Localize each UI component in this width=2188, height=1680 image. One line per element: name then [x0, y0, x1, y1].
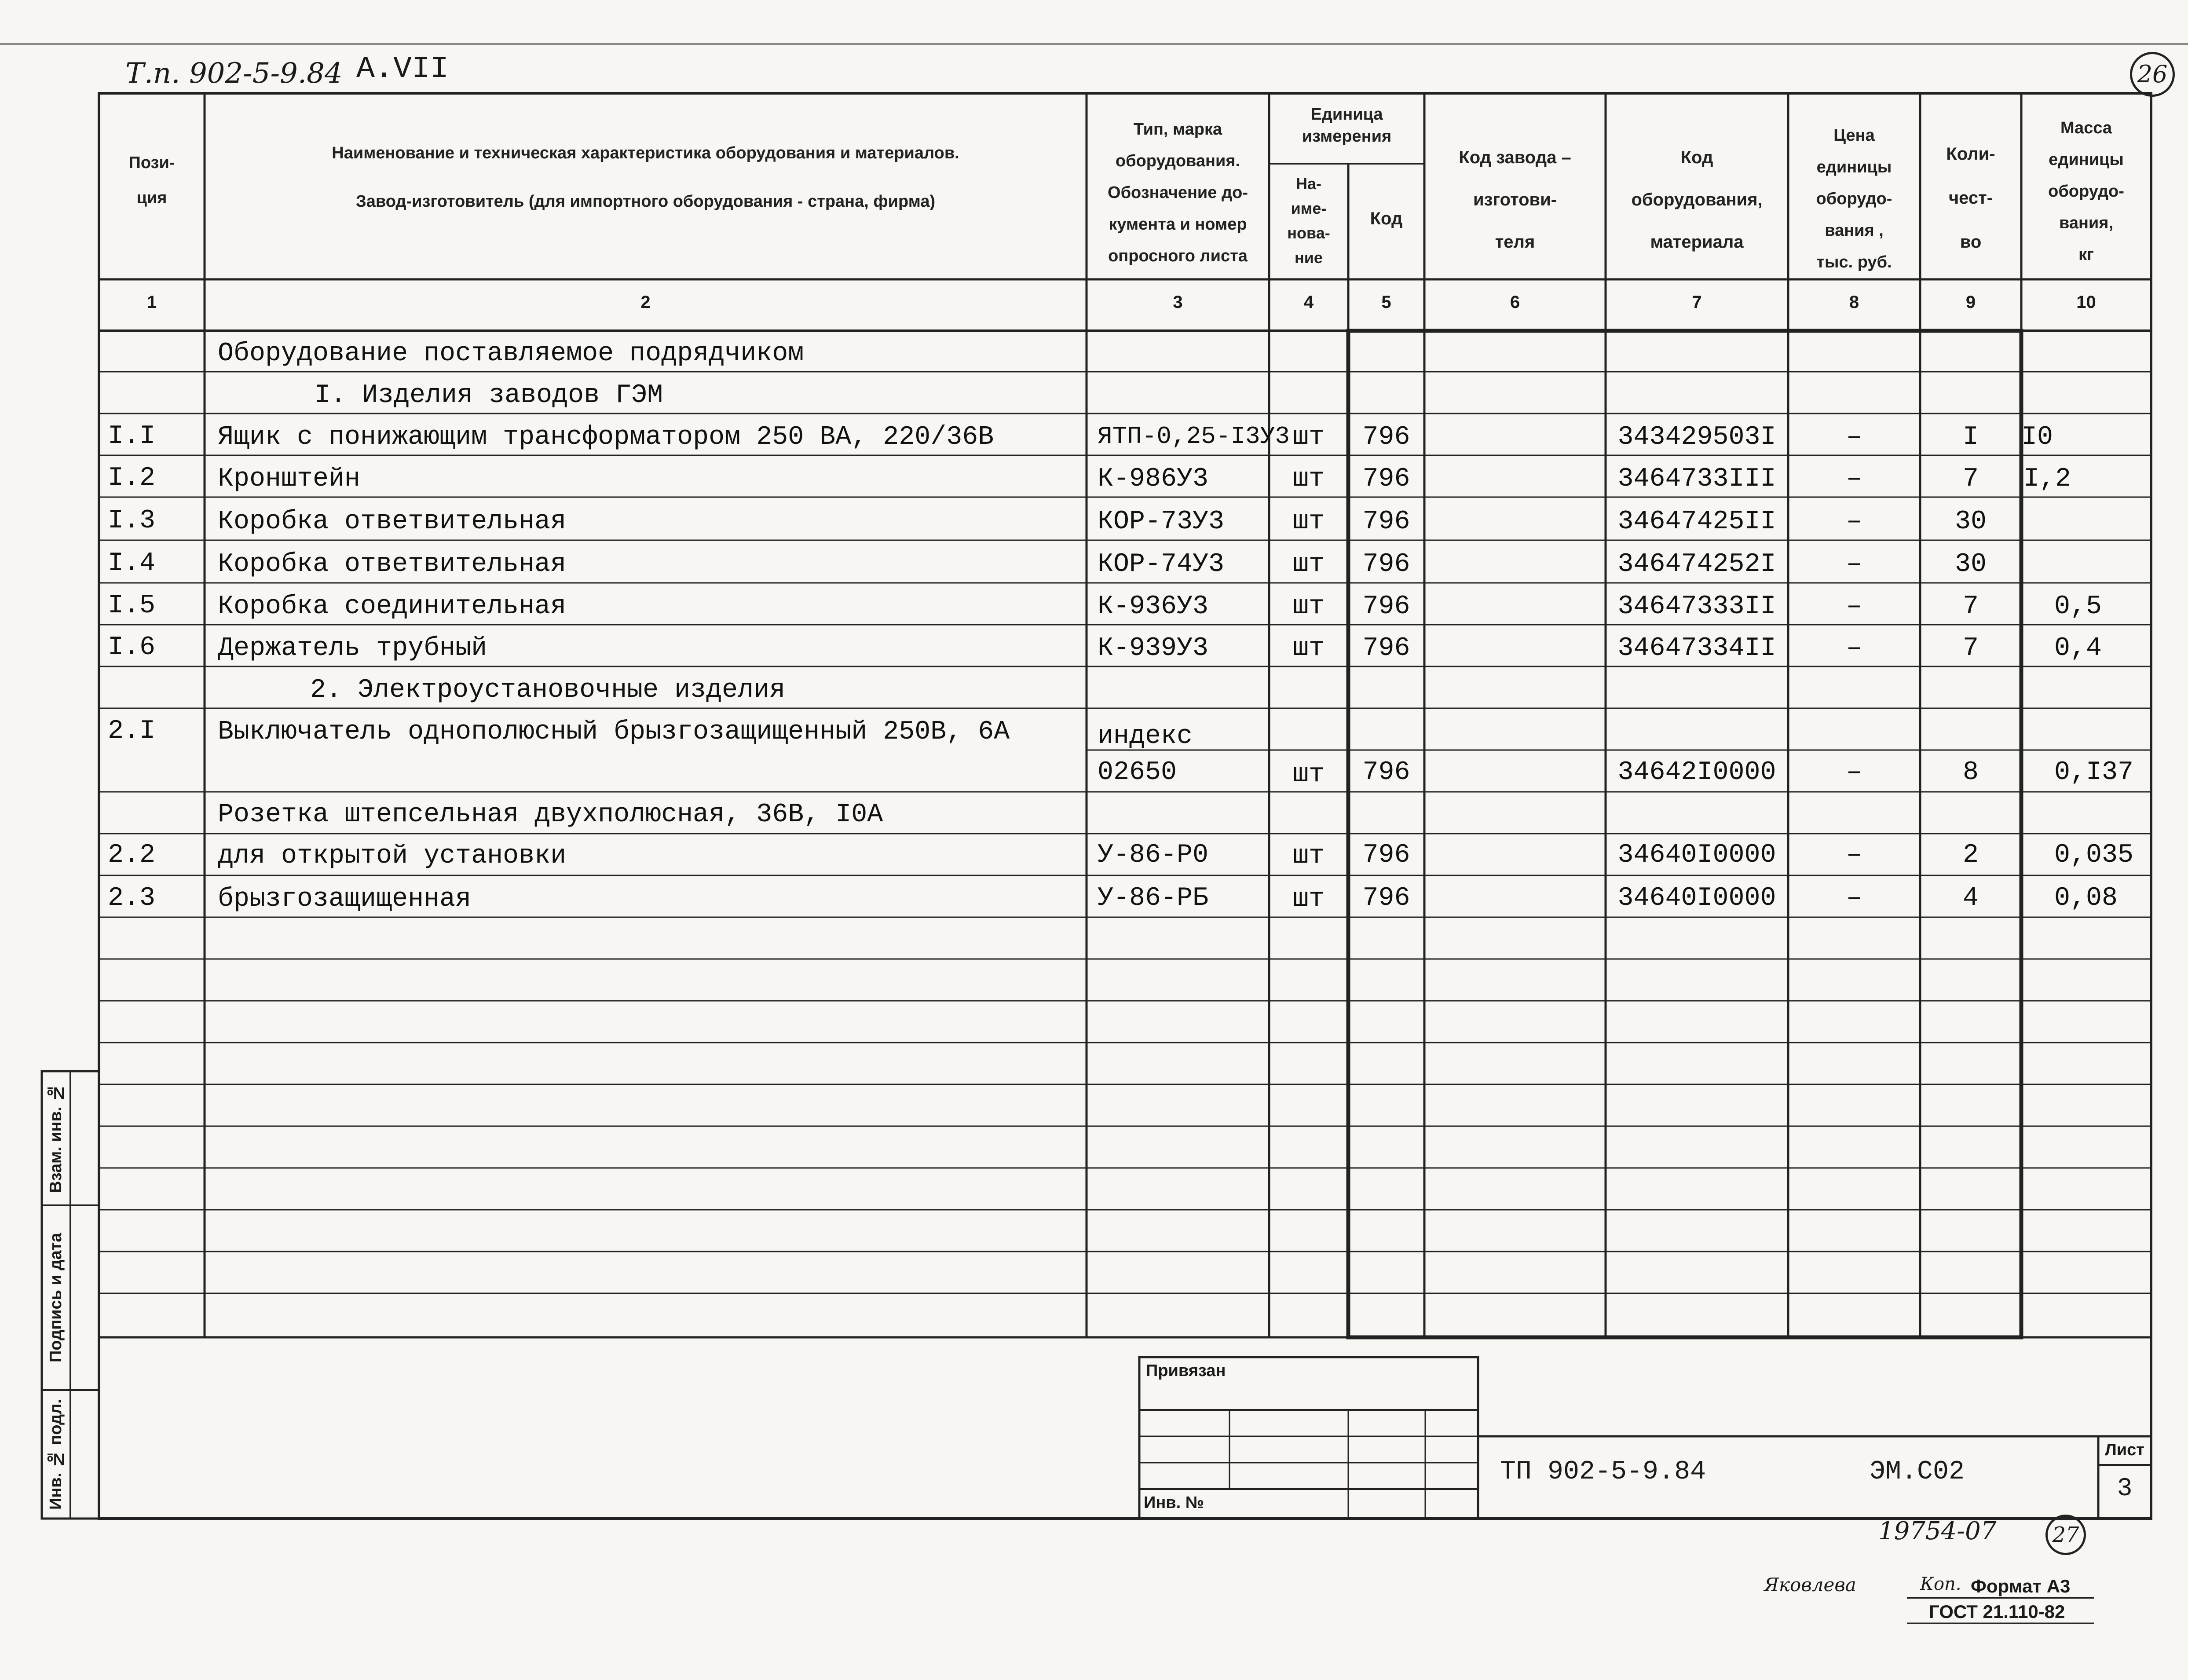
row-7-qty: 7 [1962, 633, 1979, 663]
col-number-2: 2 [640, 293, 651, 312]
row-5-type: КОР-74У3 [1098, 549, 1225, 579]
header-type: Тип, марка оборудования. Обозначение до- кумента и номер опросного листа [1108, 120, 1248, 265]
col-number-1: 1 [146, 293, 157, 312]
row-3-name: Кронштейн [218, 464, 361, 494]
row-9-type: индекс [1098, 721, 1193, 751]
row-7-mass: 0,4 [2054, 633, 2102, 663]
row-6-type: К-936У3 [1098, 592, 1209, 622]
row-4-name: Коробка ответвительная [218, 507, 567, 537]
row-2-type: ЯТП-0,25-I3У3 [1098, 422, 1290, 450]
list-number: 3 [2117, 1475, 2133, 1503]
row-4-type: КОР-73У3 [1098, 507, 1225, 537]
row-6-price: – [1846, 592, 1862, 622]
row-9-name: Выключатель однополюсный брызгозащищенный 250В, 6А [218, 717, 1010, 747]
row-2-mass: I0 [2021, 422, 2053, 452]
row-13-type: У-86-РБ [1098, 883, 1209, 913]
sheet-circle-top-number: 26 [2137, 60, 2168, 88]
row-3-equip: 3464733III [1617, 464, 1776, 494]
header-unit-code: Код [1370, 209, 1403, 228]
row-13-code: 796 [1362, 883, 1410, 913]
archive-circle [2045, 1515, 2086, 1555]
inv-no-label: Инв. № [1144, 1493, 1204, 1512]
col-number-7: 7 [1692, 293, 1702, 312]
row-10-price: – [1846, 758, 1862, 787]
col-number-5: 5 [1381, 293, 1391, 312]
row-4-code: 796 [1362, 507, 1410, 537]
row-3-pos: I.2 [108, 463, 156, 493]
privyazan-label: Привязан [1146, 1362, 1226, 1380]
row-3-qty: 7 [1962, 464, 1979, 494]
row-7-unit: шт [1292, 633, 1325, 663]
col-number-4: 4 [1303, 293, 1314, 312]
row-6-code: 796 [1362, 592, 1410, 622]
row-12-name: для открытой установки [218, 841, 567, 871]
row-2-qty: I [1962, 422, 1979, 452]
row-10-mass: 0,I37 [2054, 758, 2134, 787]
header-price: Цена единицы оборудо- вания , тыс. руб. [1816, 126, 1892, 271]
row-6-equip: 34647333II [1617, 592, 1776, 622]
row-4-equip: 34647425II [1617, 507, 1776, 537]
row-5-qty: 30 [1954, 549, 1987, 579]
row-4-qty: 30 [1954, 507, 1987, 537]
row-12-pos: 2.2 [108, 840, 156, 870]
row-13-unit: шт [1292, 884, 1325, 914]
row-6-qty: 7 [1962, 592, 1979, 622]
doc-code-top: Т.п. 902-5-9.84 [125, 57, 343, 90]
row-5-price: – [1846, 549, 1862, 579]
row-4-price: – [1846, 507, 1862, 537]
row-5-name: Коробка ответвительная [218, 549, 567, 579]
row-10-unit: шт [1292, 760, 1325, 790]
row-5-pos: I.4 [108, 549, 156, 578]
row-2-price: – [1846, 422, 1862, 452]
stamp-podpis-data: Подпись и дата [47, 1233, 65, 1363]
row-10-code: 796 [1362, 758, 1410, 787]
header-unit-name: На- име- нова- ние [1287, 175, 1330, 267]
row-10-qty: 8 [1962, 758, 1979, 787]
row-3-price: – [1846, 464, 1862, 494]
row-8-name: 2. Электроустановочные изделия [310, 675, 786, 705]
row-7-equip: 34647334II [1617, 633, 1776, 663]
row-4-pos: I.3 [108, 506, 156, 536]
stamp-inv-podl: Инв. № подл. [47, 1399, 65, 1510]
row-13-qty: 4 [1962, 883, 1979, 913]
list-label: Лист [2105, 1441, 2144, 1459]
row-7-pos: I.6 [108, 633, 156, 662]
copied-mark: Коп. [1920, 1574, 1961, 1594]
row-12-mass: 0,035 [2054, 840, 2134, 870]
row-7-code: 796 [1362, 633, 1410, 663]
row-13-price: – [1846, 883, 1862, 913]
row-7-type: К-939У3 [1098, 633, 1209, 663]
row-10-equip: 34642I0000 [1617, 758, 1776, 787]
row-2-equip: 343429503I [1617, 422, 1776, 452]
signature: Яковлева [1764, 1574, 1856, 1596]
row-12-unit: шт [1292, 841, 1325, 871]
title-doc-code: ТП 902-5-9.84 [1500, 1457, 1706, 1487]
row-13-mass: 0,08 [2054, 883, 2118, 913]
row-0-name: Оборудование поставляемое подрядчиком [218, 339, 804, 369]
row-3-type: К-986У3 [1098, 464, 1209, 494]
archive-number: 19754-07 [1878, 1517, 1997, 1545]
format-label: Формат А3 [1971, 1576, 2071, 1596]
gost-label: ГОСТ 21.110-82 [1929, 1601, 2065, 1622]
col-number-3: 3 [1173, 293, 1183, 312]
row-13-equip: 34640I0000 [1617, 883, 1776, 913]
row-2-pos: I.I [108, 421, 156, 451]
row-12-code: 796 [1362, 840, 1410, 870]
row-11-name: Розетка штепсельная двухполюсная, 36В, I0А [218, 800, 883, 830]
header-name: Наименование и техническая характеристика оборудования и материалов. Завод-изготовитель (для импортного оборудования - страна, фирма) [332, 144, 959, 211]
row-7-price: – [1846, 633, 1862, 663]
row-2-unit: шт [1292, 422, 1325, 452]
header-quantity: Коли- чест- во [1946, 144, 1995, 252]
row-1-name: I. Изделия заводов ГЭМ [315, 381, 663, 410]
row-3-mass: I,2 [2023, 464, 2071, 494]
row-3-code: 796 [1362, 464, 1410, 494]
stamp-vzam-inv: Взам. инв. № [47, 1083, 65, 1193]
row-5-code: 796 [1362, 549, 1410, 579]
row-12-type: У-86-Р0 [1098, 840, 1209, 870]
row-6-unit: шт [1292, 592, 1325, 622]
title-mark: ЭМ.С02 [1870, 1457, 1965, 1487]
row-6-name: Коробка соединительная [218, 592, 567, 622]
row-9-pos: 2.I [108, 716, 156, 746]
row-12-price: – [1846, 840, 1862, 870]
row-6-pos: I.5 [108, 591, 156, 621]
row-5-unit: шт [1292, 549, 1325, 579]
header-equipment-code: Код оборудования, материала [1631, 148, 1763, 252]
row-4-unit: шт [1292, 507, 1325, 537]
row-5-equip: 346474252I [1617, 549, 1776, 579]
album-mark: А.VII [356, 52, 449, 87]
row-2-code: 796 [1362, 422, 1410, 452]
col-number-10: 10 [2076, 293, 2096, 312]
row-12-qty: 2 [1962, 840, 1979, 870]
col-number-6: 6 [1510, 293, 1520, 312]
row-13-name: брызгозащищенная [218, 884, 472, 914]
col-number-9: 9 [1965, 293, 1976, 312]
header-mass: Масса единицы оборудо- вания, кг [2048, 119, 2124, 264]
header-position: Пози- ция [128, 154, 175, 207]
row-12-equip: 34640I0000 [1617, 840, 1776, 870]
row-6-mass: 0,5 [2054, 592, 2102, 622]
row-7-name: Держатель трубный [218, 633, 487, 663]
row-13-pos: 2.3 [108, 883, 156, 913]
col-number-8: 8 [1849, 293, 1859, 312]
row-2-name: Ящик с понижающим трансформатором 250 ВА, 220/36В [218, 422, 994, 452]
header-unit: Единица измерения [1302, 105, 1392, 146]
archive-circle-number: 27 [2052, 1523, 2079, 1547]
row-3-unit: шт [1292, 464, 1325, 494]
row-10-type: 02650 [1098, 758, 1177, 787]
header-factory-code: Код завода – изготови- теля [1459, 148, 1571, 252]
